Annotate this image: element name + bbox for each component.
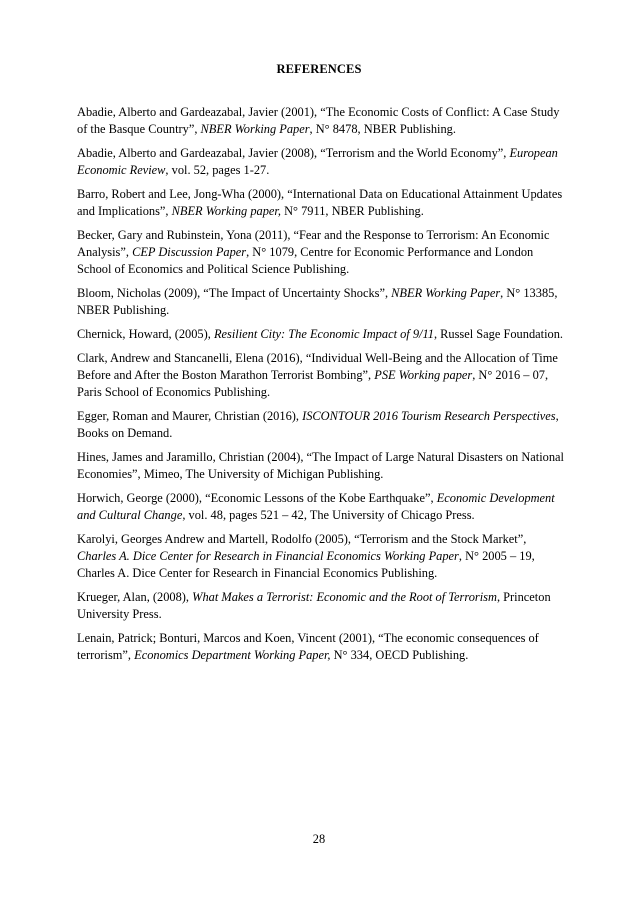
reference-text: Egger, Roman and Maurer, Christian (2016),	[77, 409, 303, 423]
reference-text: , N° 2016 – 07, Paris School of Economics Publishing.	[77, 368, 549, 399]
reference-source: ISCONTOUR 2016 Tourism Research Perspectives	[302, 409, 556, 423]
reference-entry	[77, 326, 567, 343]
reference-text: Karolyi, Georges Andrew and Martell, Rodolfo (2005), “Terrorism and the Stock Market”,	[77, 532, 527, 546]
reference-text: Krueger, Alan, (2008),	[77, 590, 193, 604]
reference-entry	[77, 145, 567, 179]
reference-text: N° 7911, NBER Publishing.	[280, 204, 424, 218]
reference-source: NBER Working paper,	[171, 204, 281, 218]
page-title: REFERENCES	[276, 62, 362, 76]
reference-text: , N° 8478, NBER Publishing.	[309, 122, 456, 136]
reference-entry	[77, 490, 567, 524]
reference-text: , vol. 48, pages 521 – 42, The University of Chicago Press.	[182, 508, 475, 522]
reference-text: N° 334, OECD Publishing.	[330, 648, 469, 662]
reference-text: Hines, James and Jaramillo, Christian (2004), “The Impact of Large Natural Disasters on National Economies”, Mimeo, The University of Michigan Publishing.	[77, 450, 564, 481]
reference-entry	[77, 227, 567, 278]
reference-source: Resilient City: The Economic Impact of 9/11	[213, 327, 434, 341]
reference-source: European Economic Review	[77, 146, 558, 177]
reference-entry	[77, 408, 567, 442]
reference-text: Clark, Andrew and Stancanelli, Elena (2016), “Individual Well-Being and the Allocation of Time Before and After the Boston Marathon Terrorist Bombing”,	[77, 351, 558, 382]
reference-entry	[77, 186, 567, 220]
reference-text: , vol. 52, pages 1-27.	[165, 163, 270, 177]
reference-entry	[77, 350, 567, 401]
reference-source: CEP Discussion Paper	[132, 245, 247, 259]
reference-text: Becker, Gary and Rubinstein, Yona (2011), “Fear and the Response to Terrorism: An Economic Analysis”,	[77, 228, 550, 259]
reference-source: NBER Working Paper	[391, 286, 501, 300]
reference-text: , N° 1079, Centre for Economic Performance and London School of Economics and Political Science Publishing.	[77, 245, 534, 276]
reference-text: , Russel Sage Foundation.	[433, 327, 564, 341]
reference-source: What Makes a Terrorist: Economic and the Root of Terrorism	[192, 590, 497, 604]
reference-list	[77, 104, 567, 671]
reference-text: , N° 2005 – 19, Charles A. Dice Center for Research in Financial Economics Publishing.	[77, 549, 535, 580]
reference-source: Economic Development and Cultural Change	[77, 491, 555, 522]
reference-source: NBER Working Paper	[200, 122, 310, 136]
reference-entry	[77, 589, 567, 623]
reference-entry	[77, 630, 567, 664]
reference-text: , N° 13385, NBER Publishing.	[77, 286, 558, 317]
reference-entry	[77, 531, 567, 582]
reference-text: Abadie, Alberto and Gardeazabal, Javier (2008), “Terrorism and the World Economy”,	[77, 146, 510, 160]
reference-text: Horwich, George (2000), “Economic Lessons of the Kobe Earthquake”,	[77, 491, 437, 505]
reference-entry	[77, 104, 567, 138]
reference-text: Bloom, Nicholas (2009), “The Impact of Uncertainty Shocks”,	[77, 286, 392, 300]
reference-text: , Books on Demand.	[77, 409, 559, 440]
reference-entry	[77, 285, 567, 319]
reference-text: Barro, Robert and Lee, Jong-Wha (2000), “International Data on Educational Attainment Updates and Implications”,	[77, 187, 563, 218]
reference-source: PSE Working paper	[374, 368, 473, 382]
reference-text: , Princeton University Press.	[77, 590, 551, 621]
reference-text: Abadie, Alberto and Gardeazabal, Javier (2001), “The Economic Costs of Conflict: A Case Study of the Basque Country”,	[77, 105, 560, 136]
reference-source: Charles A. Dice Center for Research in Financial Economics Working Paper	[77, 549, 459, 563]
page-number: 28	[312, 832, 326, 846]
reference-text: Chernick, Howard, (2005),	[77, 327, 214, 341]
reference-entry	[77, 449, 567, 483]
reference-source: Economics Department Working Paper,	[134, 648, 331, 662]
reference-text: Lenain, Patrick; Bonturi, Marcos and Koen, Vincent (2001), “The economic consequences of terrorism”,	[77, 631, 539, 662]
